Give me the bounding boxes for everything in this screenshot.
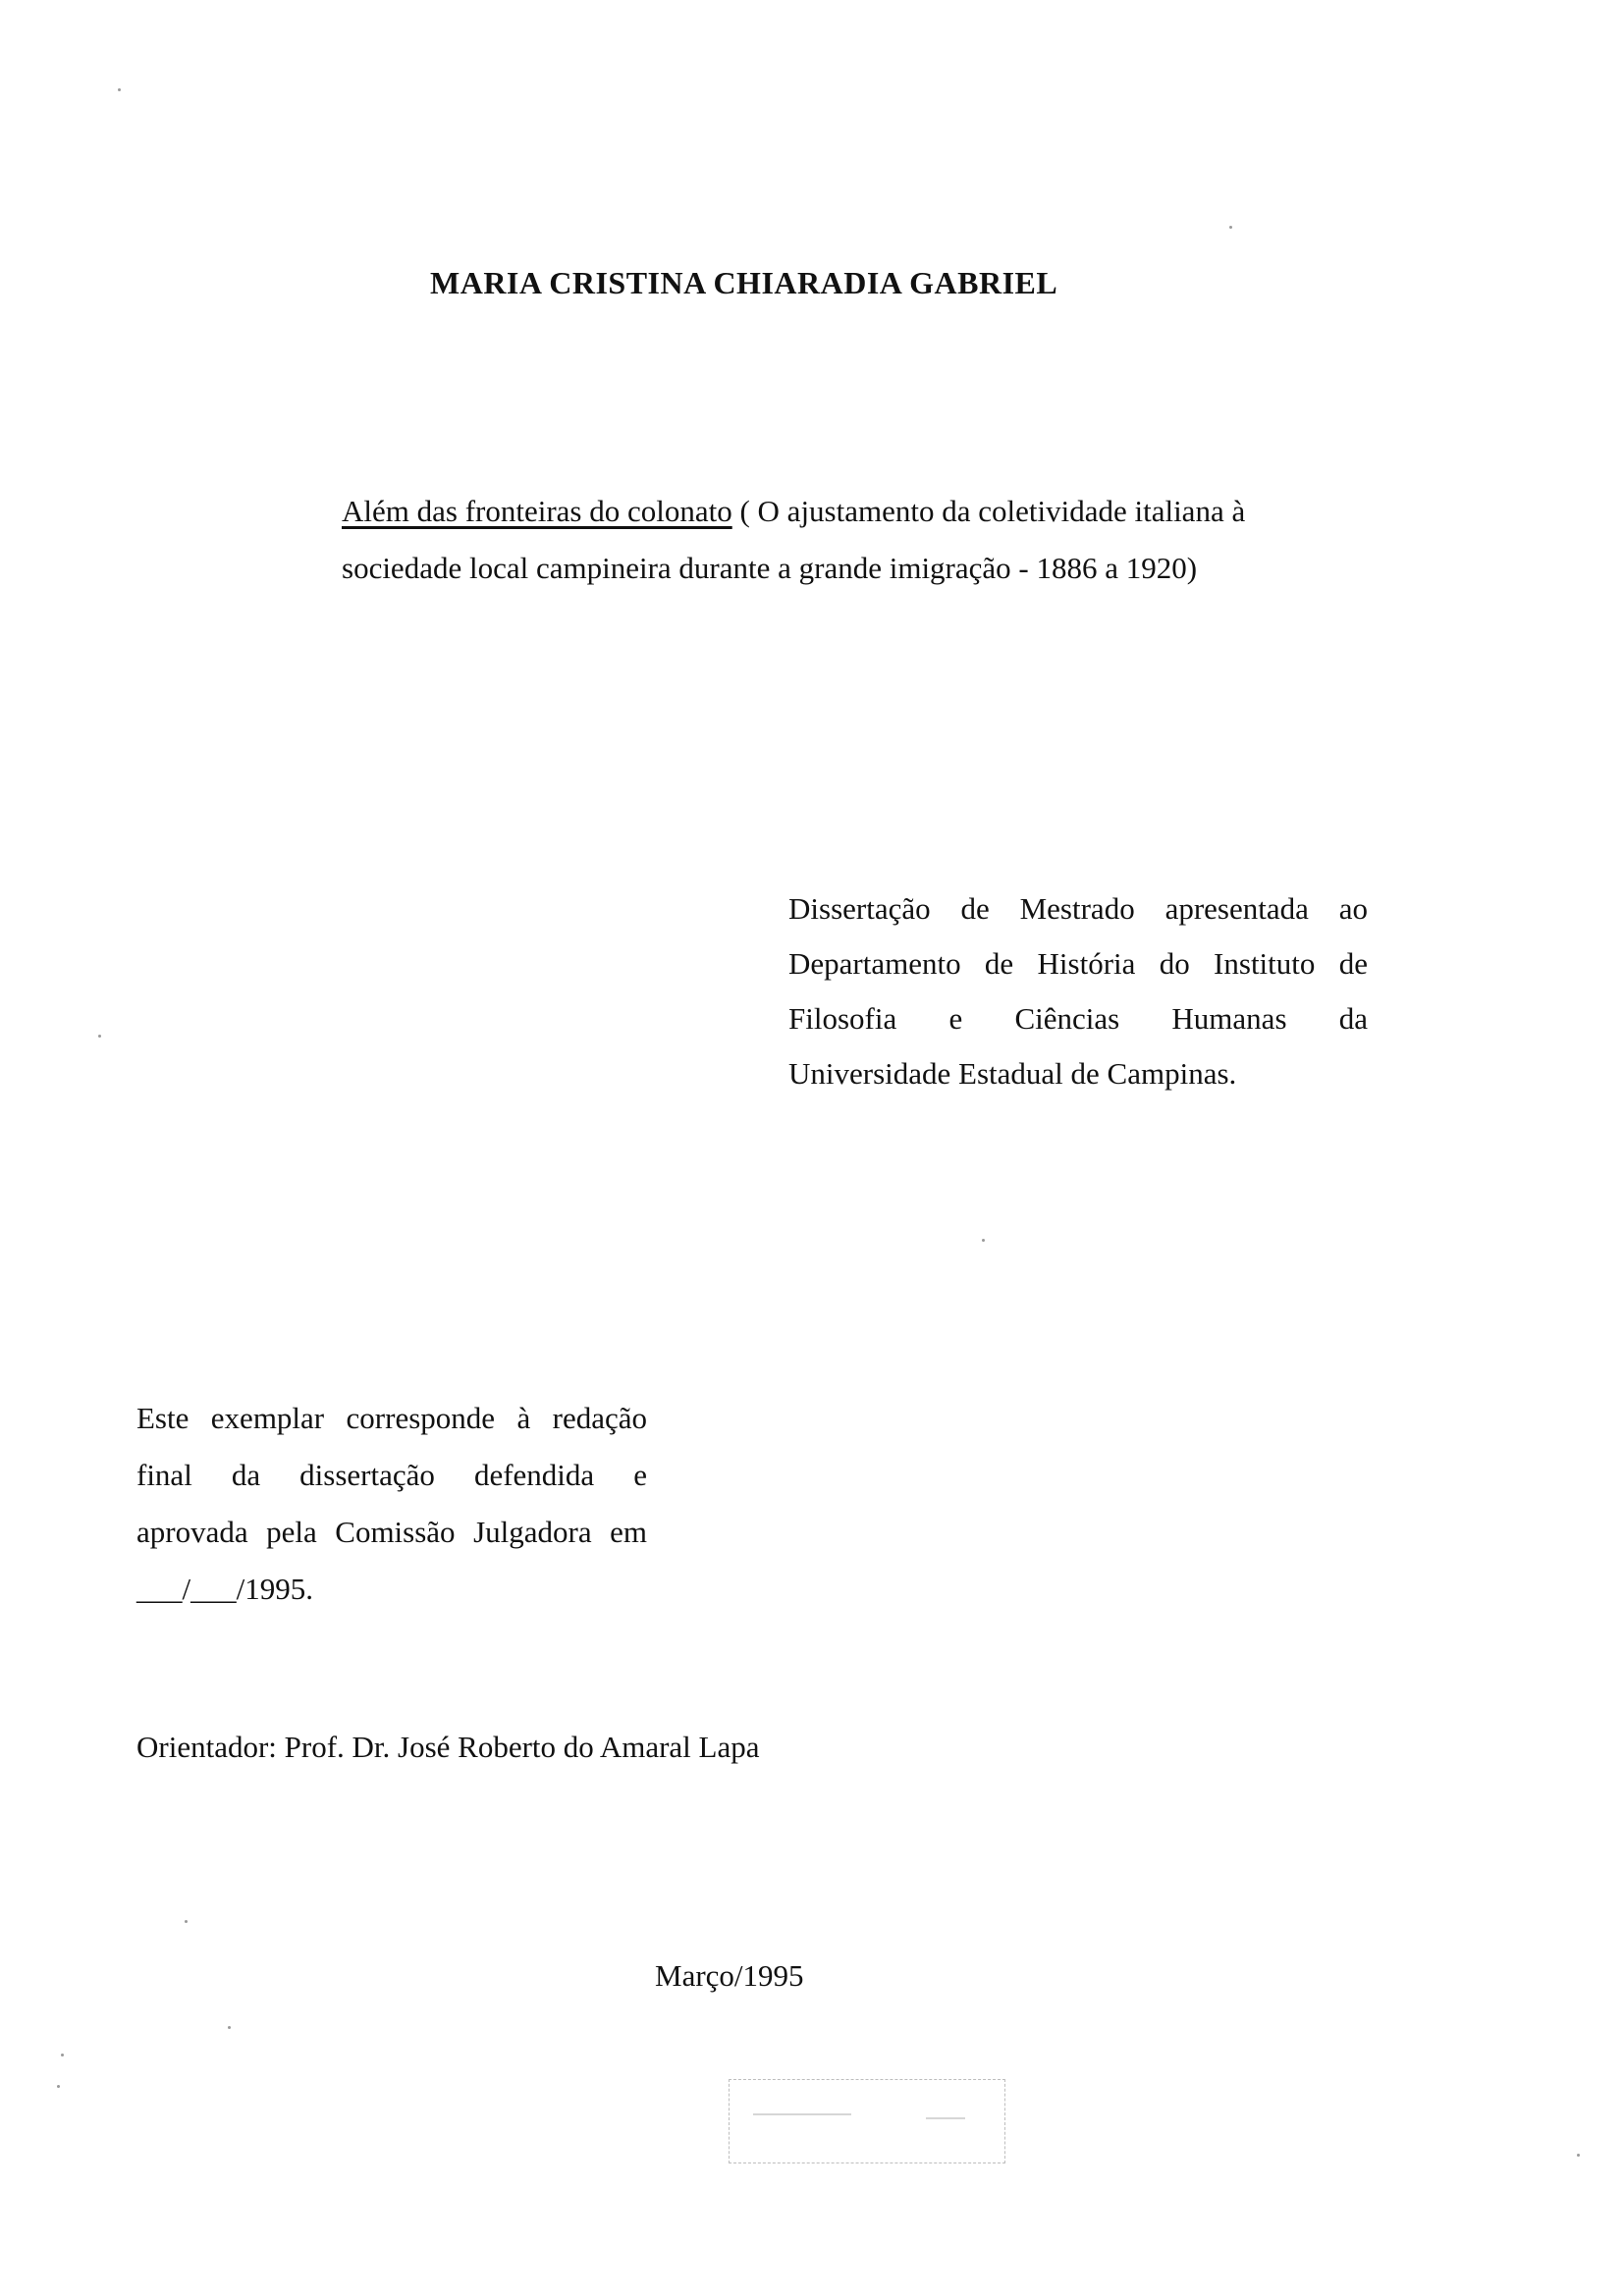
scan-speck [228,2026,231,2029]
dissertation-line-3: Filosofia e Ciências Humanas da [788,1001,1368,1036]
scan-speck [57,2085,60,2088]
dissertation-line-1: Dissertação de Mestrado apresentada ao [788,891,1368,926]
final-copy-note [136,1390,647,1618]
scan-speck [982,1239,985,1242]
scan-speck [61,2054,64,2056]
dissertation-title [342,483,1373,597]
copy-note-line-3: aprovada pela Comissão Julgadora em [136,1515,647,1549]
copy-note-line-1: Este exemplar corresponde à redação [136,1401,647,1435]
library-stamp [729,2079,1005,2163]
dissertation-line-2: Departamento de História do Instituto de [788,946,1368,981]
author-name: MARIA CRISTINA CHIARADIA GABRIEL [430,265,1058,300]
copy-note-line-2: final da dissertação defendida e [136,1458,647,1492]
dissertation-line-4: Universidade Estadual de Campinas. [788,1056,1237,1091]
scan-speck [118,88,121,91]
title-subtitle: ( O ajustamento da coletividade italiana à sociedade local campineira durante a grande imigração - 1886 a 1920) [342,494,1246,585]
dissertation-statement [788,881,1368,1101]
scan-speck [185,1920,188,1923]
publication-date: Março/1995 [655,1958,804,1993]
advisor: Orientador: Prof. Dr. José Roberto do Amaral Lapa [136,1730,760,1764]
title-main: Além das fronteiras do colonato [342,494,732,528]
scan-speck [1229,226,1232,229]
copy-note-line-4: ___/___/1995. [136,1572,313,1606]
scan-speck [1577,2154,1580,2157]
scan-speck [98,1035,101,1038]
